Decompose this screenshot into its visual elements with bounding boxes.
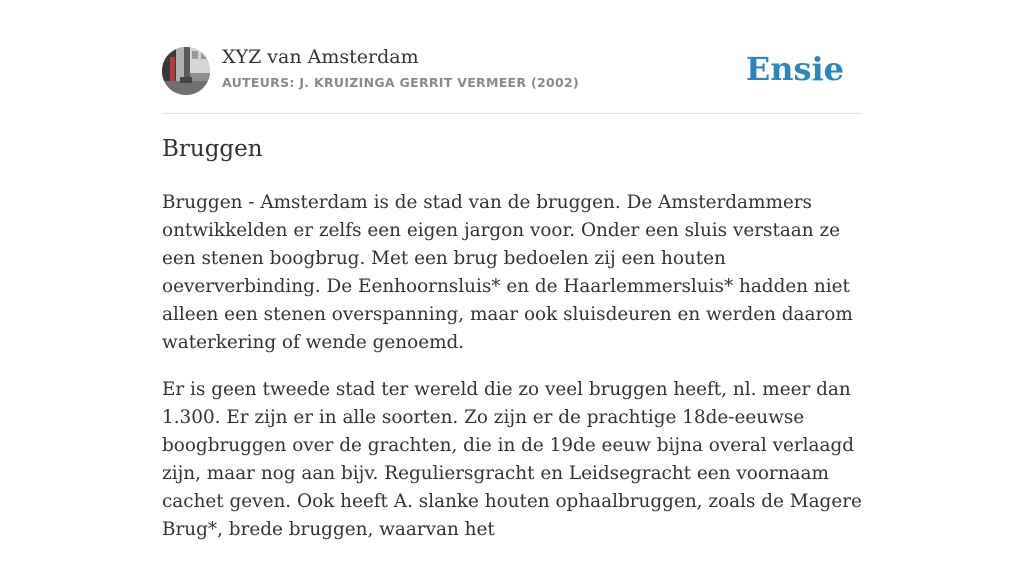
entry-paragraph: Er is geen tweede stad ter wereld die zo veel bruggen heeft, nl. meer dan 1.300. Er zijn er in alle soorten. Zo zijn er de prachtige 18de-eeuwse boogbruggen over de grachten, die in de 19de eeuw bijna overal verlaagd zijn, maar nog aan bijv. Reguliersgracht en Leidsegracht een voornaam cachet geven. Ook heeft A. slanke houten ophaalbruggen, zoals de Magere Brug*, brede bruggen, waarvan het xyxy=(162,379,862,540)
entry-body xyxy=(162,189,866,563)
book-authors: AUTEURS: J. KRUIZINGA GERRIT VERMEER (2002) xyxy=(222,75,579,90)
street-photo-icon xyxy=(162,47,210,95)
book-header xyxy=(162,46,862,96)
entry-title: Bruggen xyxy=(162,136,263,162)
ensie-logo[interactable]: Ensie xyxy=(745,50,844,88)
book-title[interactable]: XYZ van Amsterdam xyxy=(222,46,419,68)
entry-paragraph: Bruggen - Amsterdam is de stad van de bruggen. De Amsterdammers ontwikkelden er zelfs een eigen jargon voor. Onder een sluis verstaan ze een stenen boogbrug. Met een brug bedoelen zij een houten oeververbinding. De Eenhoornsluis* en de Haarlemmersluis* hadden niet alleen een stenen overspanning, maar ook sluisdeuren en werden daarom waterkering of wende genoemd. xyxy=(162,192,853,353)
header-divider xyxy=(162,113,862,114)
book-cover-avatar[interactable] xyxy=(162,47,210,95)
